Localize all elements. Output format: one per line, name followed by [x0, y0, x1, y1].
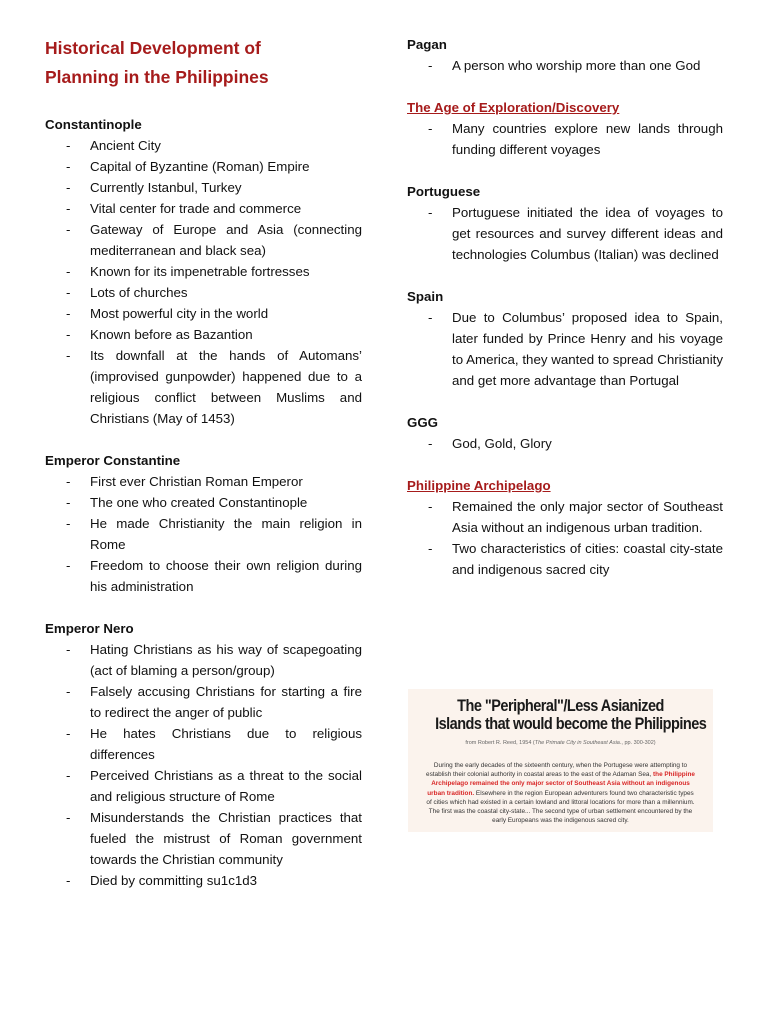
list-item: - Due to Columbus’ proposed idea to Spain, later funded by Prince Henry and his voyage to America, they wanted to spread Christianity and get more advantage than Portugal — [407, 307, 723, 391]
embedded-slide-image — [408, 689, 713, 832]
bullet-list — [407, 118, 723, 160]
bullet-list — [407, 55, 723, 76]
list-item: - Freedom to choose their own religion during his administration — [45, 555, 362, 597]
source-prefix: from Robert R. Reed, 1954 ( — [465, 740, 535, 746]
section-heading: Pagan — [407, 37, 447, 52]
list-item: - God, Gold, Glory — [407, 433, 723, 454]
bullet-list — [407, 496, 723, 580]
list-item: - Gateway of Europe and Asia (connecting mediterranean and black sea) — [45, 219, 362, 261]
section-ggg — [407, 412, 723, 454]
section-heading: Emperor Nero — [45, 621, 134, 636]
section-heading-link[interactable]: Philippine Archipelago — [407, 478, 551, 493]
slide-title-line-2: Islands that would become the Philippines — [435, 715, 707, 733]
list-item: - Hating Christians as his way of scapegoating (act of blaming a person/group) — [45, 639, 362, 681]
list-item: - Falsely accusing Christians for starting a fire to redirect the anger of public — [45, 681, 362, 723]
list-item: - Ancient City — [45, 135, 362, 156]
list-item: - Currently Istanbul, Turkey — [45, 177, 362, 198]
section-constantinople — [45, 114, 362, 429]
list-item: - He made Christianity the main religion in Rome — [45, 513, 362, 555]
section-portuguese — [407, 181, 723, 265]
section-heading: Portuguese — [407, 184, 481, 199]
section-heading-link[interactable]: The Age of Exploration/Discovery — [407, 100, 620, 115]
section-age-of-exploration — [407, 97, 723, 160]
left-column — [45, 34, 362, 912]
list-item: - Capital of Byzantine (Roman) Empire — [45, 156, 362, 177]
list-item: - Portuguese initiated the idea of voyages to get resources and survey different ideas and technologies Columbus (Italian) was declined — [407, 202, 723, 265]
list-item: - Perceived Christians as a threat to the social and religious structure of Rome — [45, 765, 362, 807]
bullet-list — [45, 639, 362, 891]
body-text-highlight: the Philippine Archipelago remained the only major sector of Southeast Asia without an indigenous urban tradition. — [427, 771, 695, 797]
bullet-list — [407, 433, 723, 454]
list-item: - Misunderstands the Christian practices that fueled the mistrust of Roman government towards the Christian community — [45, 807, 362, 870]
list-item: - Died by committing su1c1d3 — [45, 870, 362, 891]
slide-body-text — [418, 761, 703, 825]
section-heading: GGG — [407, 415, 439, 430]
body-text-before: During the early decades of the sixteenth century, when the Portugese were attempting to establish their colonial authority in coastal areas to the east of the Adaman Sea, — [426, 762, 688, 779]
slide-title-line-1: The "Peripheral"/Less Asianized — [457, 697, 664, 715]
list-item: - Many countries explore new lands through funding different voyages — [407, 118, 723, 160]
list-item: - Two characteristics of cities: coastal city-state and indigenous sacred city — [407, 538, 723, 580]
section-heading: Spain — [407, 289, 444, 304]
document-title — [45, 34, 362, 92]
bullet-list — [407, 202, 723, 265]
list-item: - Known before as Bazantion — [45, 324, 362, 345]
bullet-list — [407, 307, 723, 391]
list-item: - Lots of churches — [45, 282, 362, 303]
list-item: - Vital center for trade and commerce — [45, 198, 362, 219]
title-line-2: Planning in the Philippines — [45, 67, 269, 87]
section-heading: Constantinople — [45, 117, 142, 132]
body-text-after: Elsewhere in the region European adventurers found two characteristic types of cities which had existed in a certain lowland and littoral locations for more than a millennium. The first was the coastal city-state... The second type of urban settlement encountered by the early Europeans was the indigenous sacred city. — [426, 789, 695, 825]
section-emperor-nero — [45, 618, 362, 891]
list-item: - A person who worship more than one God — [407, 55, 723, 76]
title-line-1: Historical Development of — [45, 38, 261, 58]
source-suffix: ., pp. 300-302) — [619, 740, 656, 746]
list-item: - The one who created Constantinople — [45, 492, 362, 513]
list-item: - Most powerful city in the world — [45, 303, 362, 324]
section-heading: Emperor Constantine — [45, 453, 181, 468]
section-pagan — [407, 34, 723, 76]
list-item: - Remained the only major sector of Southeast Asia without an indigenous urban tradition. — [407, 496, 723, 538]
list-item: - Known for its impenetrable fortresses — [45, 261, 362, 282]
list-item: - He hates Christians due to religious differences — [45, 723, 362, 765]
list-item: - First ever Christian Roman Emperor — [45, 471, 362, 492]
bullet-list — [45, 471, 362, 597]
list-item: - Its downfall at the hands of Automans’ (improvised gunpowder) happened due to a religious conflict between Muslims and Christians (May of 1453) — [45, 345, 362, 429]
slide-source-citation — [418, 739, 703, 747]
section-emperor-constantine — [45, 450, 362, 597]
section-spain — [407, 286, 723, 391]
section-philippine-archipelago — [407, 475, 723, 580]
right-column — [407, 34, 723, 601]
source-book-title: The Primate City in Southeast Asia — [534, 740, 620, 746]
bullet-list — [45, 135, 362, 429]
